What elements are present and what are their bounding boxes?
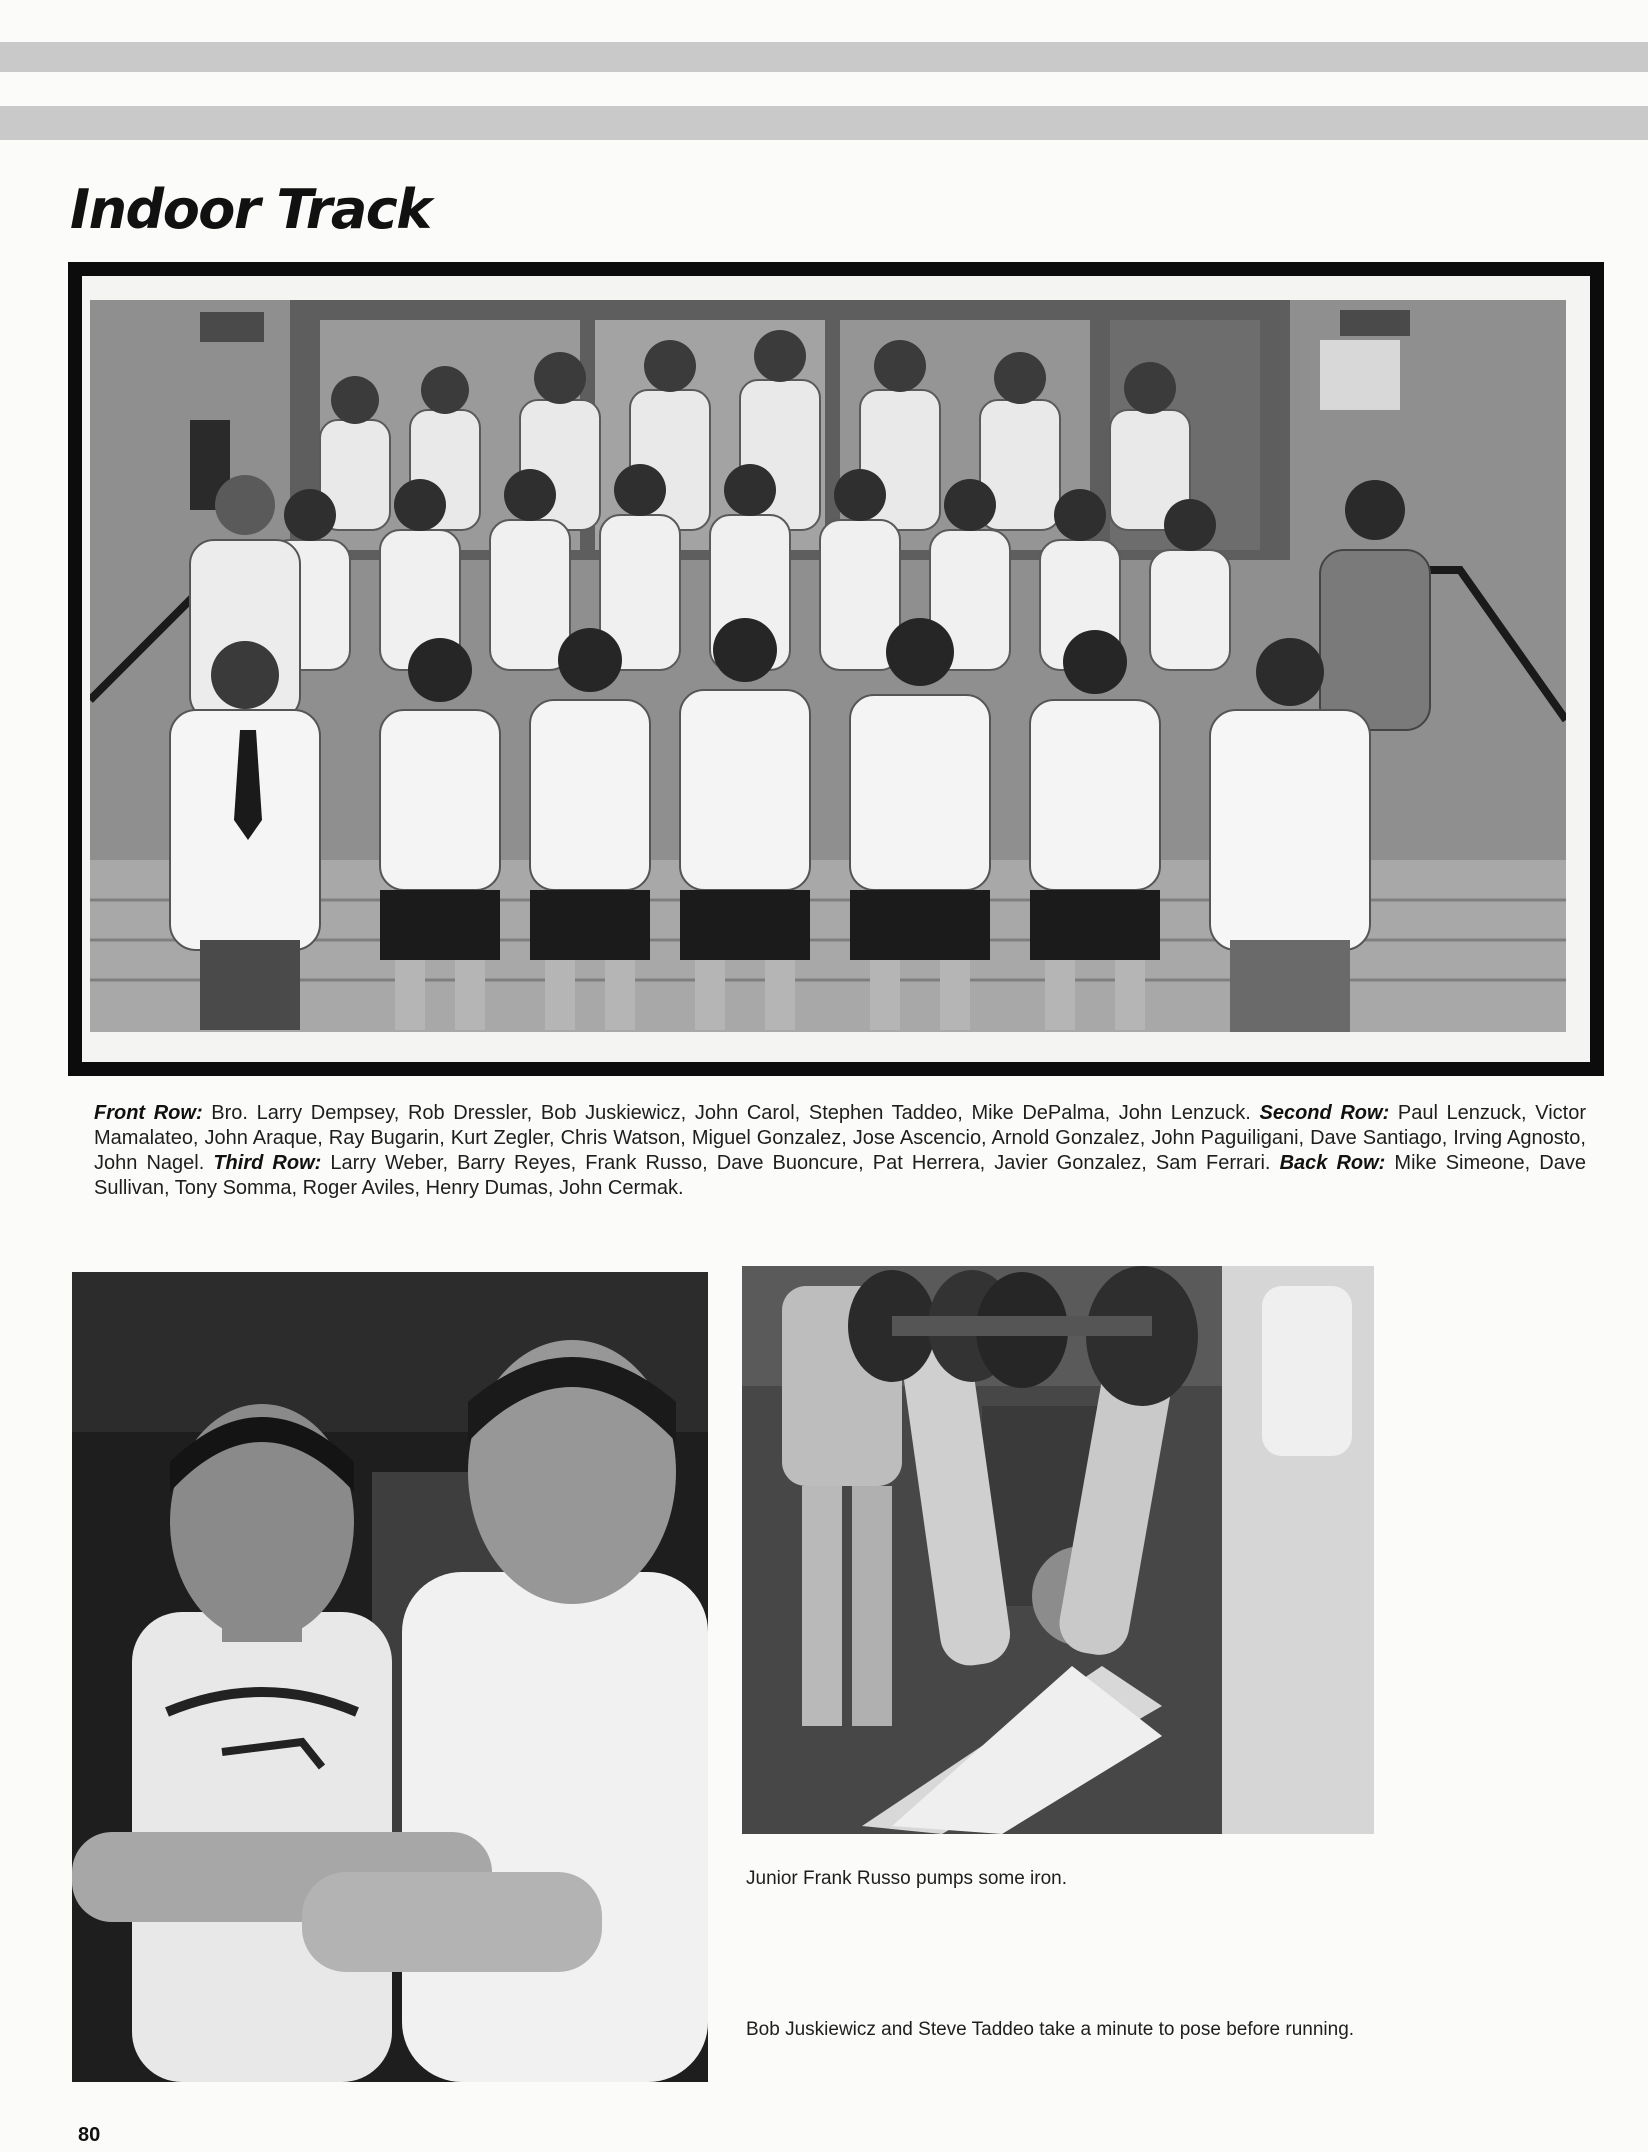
back-row-names: Mike Simeone, Dave Sullivan, Tony Somma, Roger Aviles, Henry Dumas, John Cermak. bbox=[94, 1152, 1586, 1199]
team-photo bbox=[90, 300, 1566, 1032]
front-row-label: Front Row: bbox=[94, 1102, 203, 1124]
posing-caption: Bob Juskiewicz and Steve Taddeo take a minute to pose before running. bbox=[746, 2019, 1355, 2040]
team-roster-caption bbox=[94, 1101, 1586, 1201]
weightlifting-photo bbox=[742, 1266, 1374, 1834]
page-number: 80 bbox=[78, 2124, 101, 2146]
posing-athletes-photo bbox=[72, 1272, 708, 2082]
header-stripe-bottom bbox=[0, 106, 1648, 140]
front-row-names: Bro. Larry Dempsey, Rob Dressler, Bob Juskiewicz, John Carol, Stephen Taddeo, Mike DePalma, John Lenzuck. bbox=[211, 1102, 1251, 1124]
header-stripe-top bbox=[0, 42, 1648, 72]
page-title: Indoor Track bbox=[70, 178, 431, 241]
weightlifting-caption: Junior Frank Russo pumps some iron. bbox=[746, 1868, 1068, 1889]
third-row-names: Larry Weber, Barry Reyes, Frank Russo, Dave Buoncure, Pat Herrera, Javier Gonzalez, Sam Ferrari. bbox=[330, 1152, 1271, 1174]
second-row-label: Second Row: bbox=[1259, 1102, 1390, 1124]
back-row-label: Back Row: bbox=[1279, 1152, 1386, 1174]
second-row-names: Paul Lenzuck, Victor Mamalateo, John Araque, Ray Bugarin, Kurt Zegler, Chris Watson, Miguel Gonzalez, Jose Ascencio, Arnold Gonzalez, John Paguiligani, Dave Santiago, Irving Agnosto, John Nagel. bbox=[94, 1102, 1587, 1174]
third-row-label: Third Row: bbox=[213, 1152, 322, 1174]
